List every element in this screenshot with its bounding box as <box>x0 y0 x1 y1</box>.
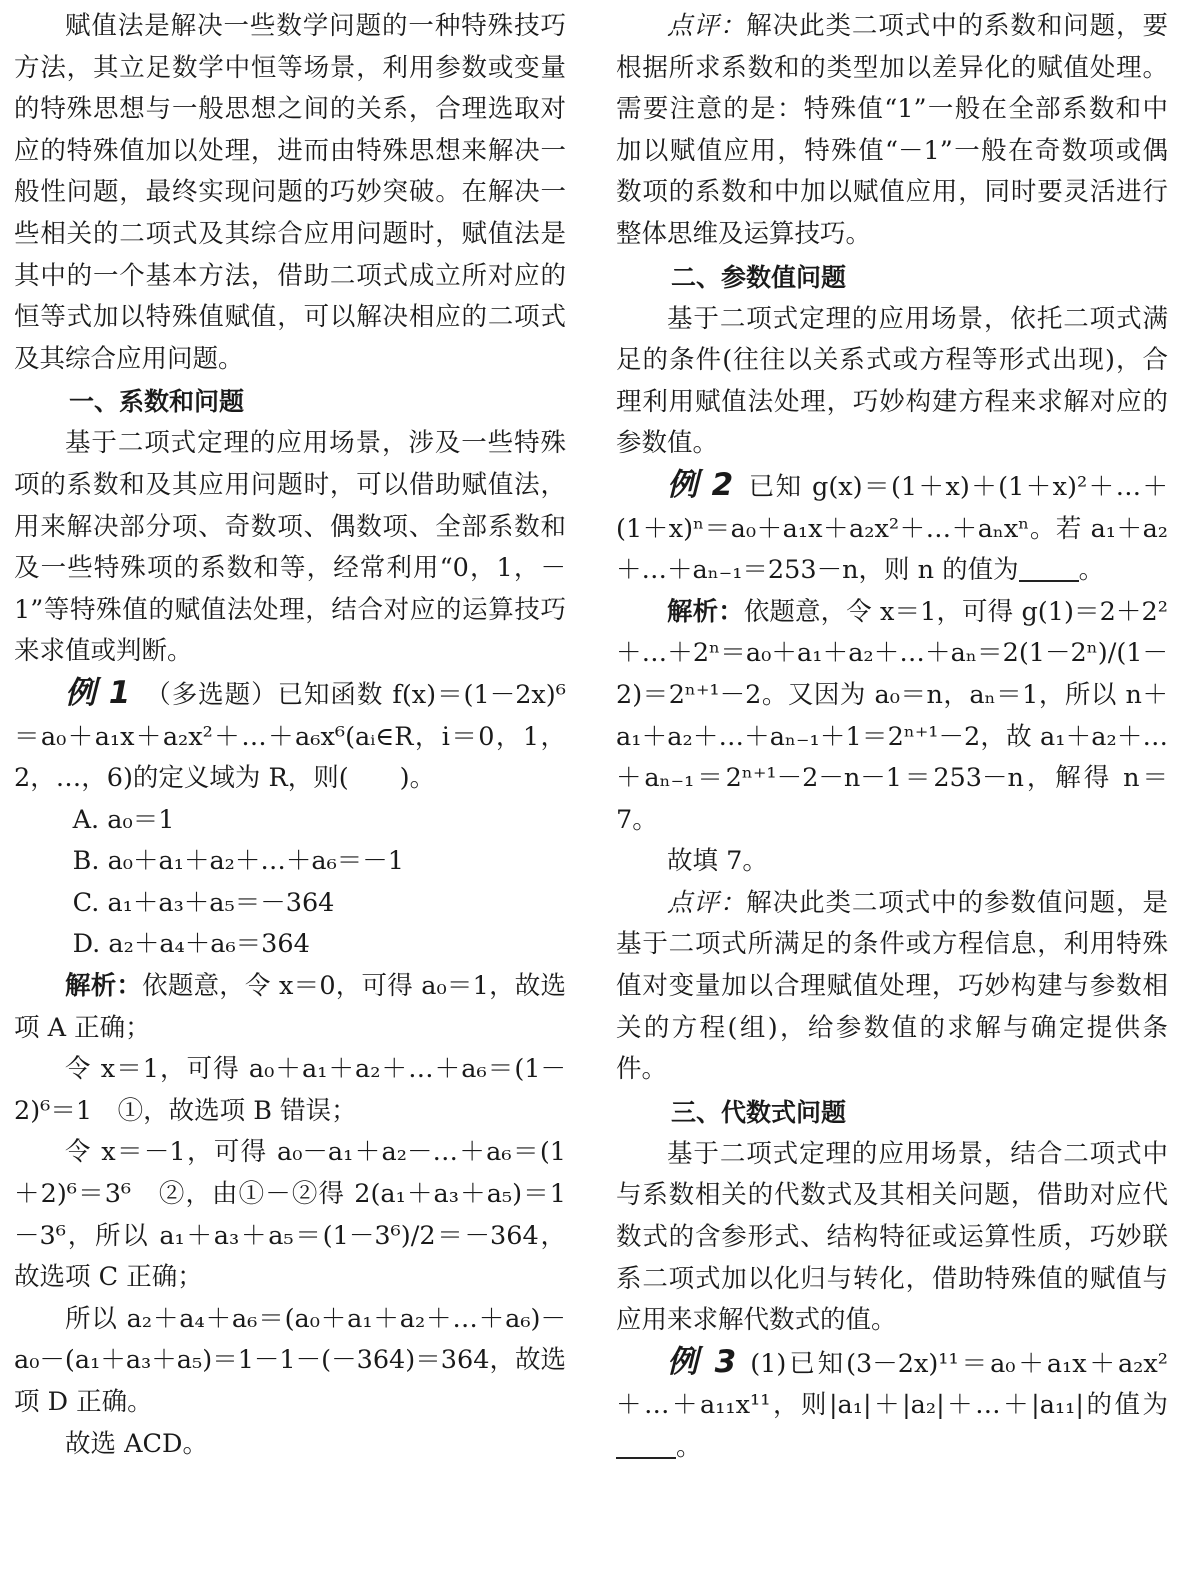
example3-end: 。 <box>676 1432 702 1462</box>
example2-text: 已知 g(x)＝(1＋x)＋(1＋x)²＋…＋(1＋x)ⁿ＝a₀＋a₁x＋a₂x²＋…＋aₙxⁿ。若 a₁＋a₂＋…＋aₙ₋₁＝253－n，则 n 的值为 <box>616 471 1168 586</box>
example2-question <box>616 465 1168 592</box>
example3-question <box>616 1342 1168 1469</box>
left-column <box>14 6 566 1465</box>
section3-body: 基于二项式定理的应用场景，结合二项式中与系数相关的代数式及其相关问题，借助对应代数式的含参形式、结构特征或运算性质，巧妙联系二项式加以化归与转化，借助特殊值的赋值与应用来求解代数式的值。 <box>616 1138 1168 1336</box>
option-d: D. a₂＋a₄＋a₆＝364 <box>72 929 310 960</box>
answer-blank <box>1019 555 1079 583</box>
example1-solution-2: 令 x＝1，可得 a₀＋a₁＋a₂＋…＋a₆＝(1－2)⁶＝1 ①，故选项 B 错误； <box>14 1054 566 1126</box>
example2-end: 。 <box>1078 555 1105 586</box>
comment1-paragraph <box>616 6 1168 256</box>
example2-label: 例 2 <box>667 466 734 503</box>
example1-label: 例 1 <box>65 674 131 711</box>
section2-body: 基于二项式定理的应用场景，依托二项式满足的条件(往往以关系式或方程等形式出现)，合理利用赋值法处理，巧妙构建方程来求解对应的参数值。 <box>616 303 1168 459</box>
comment2-label: 点评： <box>667 887 747 918</box>
section2-heading: 二、参数值问题 <box>671 262 847 292</box>
solution2-text: 依题意，令 x＝1，可得 g(1)＝2＋2²＋…＋2ⁿ＝a₀＋a₁＋a₂＋…＋aₙ＝2(1－2ⁿ)/(1－2)＝2ⁿ⁺¹－2。又因为 a₀＝n，aₙ＝1，所以 n＋a₁＋a₂＋…＋aₙ₋₁＋1＝2ⁿ⁺¹－2，故 a₁＋a₂＋…＋aₙ₋₁＝2ⁿ⁺¹－2－n－1＝253－n，解得 n＝7。 <box>616 596 1168 835</box>
example3-label: 例 3 <box>667 1343 737 1380</box>
answer-blank-3 <box>616 1432 676 1460</box>
section3-heading: 三、代数式问题 <box>671 1097 847 1127</box>
right-column <box>616 6 1168 1469</box>
comment2-text: 解决此类二项式中的参数值问题，是基于二项式所满足的条件或方程信息，利用特殊值对变量加以合理赋值处理，巧妙构建与参数相关的方程(组)，给参数值的求解与确定提供条件。 <box>616 887 1168 1085</box>
example1-question <box>14 673 566 800</box>
option-c: C. a₁＋a₃＋a₅＝－364 <box>72 887 335 918</box>
section1-body: 基于二项式定理的应用场景，涉及一些特殊项的系数和及其应用问题时，可以借助赋值法，用来解决部分项、奇数项、偶数项、全部系数和及一些特殊项的系数和等，经常利用“0，1，－1”等特殊值的赋值法处理，结合对应的运算技巧来求值或判断。 <box>14 428 566 667</box>
example1-answer: 故选 ACD。 <box>65 1428 208 1459</box>
comment1-label: 点评： <box>667 11 747 41</box>
section1-heading: 一、系数和问题 <box>69 387 245 417</box>
comment2-paragraph <box>616 883 1168 1091</box>
option-b: B. a₀＋a₁＋a₂＋…＋a₆＝－1 <box>72 846 405 877</box>
comment1-text: 解决此类二项式中的系数和问题，要根据所求系数和的类型加以差异化的赋值处理。需要注意的是：特殊值“1”一般在全部系数和中加以赋值应用，特殊值“－1”一般在奇数项或偶数项的系数和中加以赋值应用，同时要灵活进行整体思维及运算技巧。 <box>616 11 1168 249</box>
example1-solution-3: 令 x＝－1，可得 a₀－a₁＋a₂－…＋a₆＝(1＋2)⁶＝3⁶ ②，由①－②得 2(a₁＋a₃＋a₅)＝1－3⁶，所以 a₁＋a₃＋a₅＝(1－3⁶)/2＝－364，故选项 C 正确； <box>14 1137 566 1293</box>
option-a: A. a₀＝1 <box>72 804 175 835</box>
solution1-text: 依题意，令 x＝0，可得 a₀＝1，故选项 A 正确； <box>14 971 566 1043</box>
example1-solution-1 <box>14 966 566 1049</box>
example1-text: （多选题）已知函数 f(x)＝(1－2x)⁶＝a₀＋a₁x＋a₂x²＋…＋a₆x⁶(aᵢ∈R，i＝0，1，2，…，6)的定义域为 R，则( )。 <box>14 679 566 794</box>
example3-text: (1)已知(3－2x)¹¹＝a₀＋a₁x＋a₂x²＋…＋a₁₁x¹¹，则|a₁|＋|a₂|＋…＋|a₁₁|的值为 <box>616 1348 1168 1421</box>
example1-solution-4: 所以 a₂＋a₄＋a₆＝(a₀＋a₁＋a₂＋…＋a₆)－a₀－(a₁＋a₃＋a₅)＝1－1－(－364)＝364，故选项 D 正确。 <box>14 1303 566 1417</box>
solution-label: 解析： <box>65 971 143 1002</box>
intro-paragraph: 赋值法是解决一些数学问题的一种特殊技巧方法，其立足数学中恒等场景，利用参数或变量的特殊思想与一般思想之间的关系，合理选取对应的特殊值加以处理，进而由特殊思想来解决一般性问题，最终实现问题的巧妙突破。在解决一些相关的二项式及其综合应用问题时，赋值法是其中的一个基本方法，借助二项式成立所对应的恒等式加以特殊值赋值，可以解决相应的二项式及其综合应用问题。 <box>14 11 566 374</box>
example2-answer: 故填 7。 <box>667 846 768 877</box>
solution2-label: 解析： <box>667 596 744 627</box>
example2-solution-1 <box>616 592 1168 842</box>
